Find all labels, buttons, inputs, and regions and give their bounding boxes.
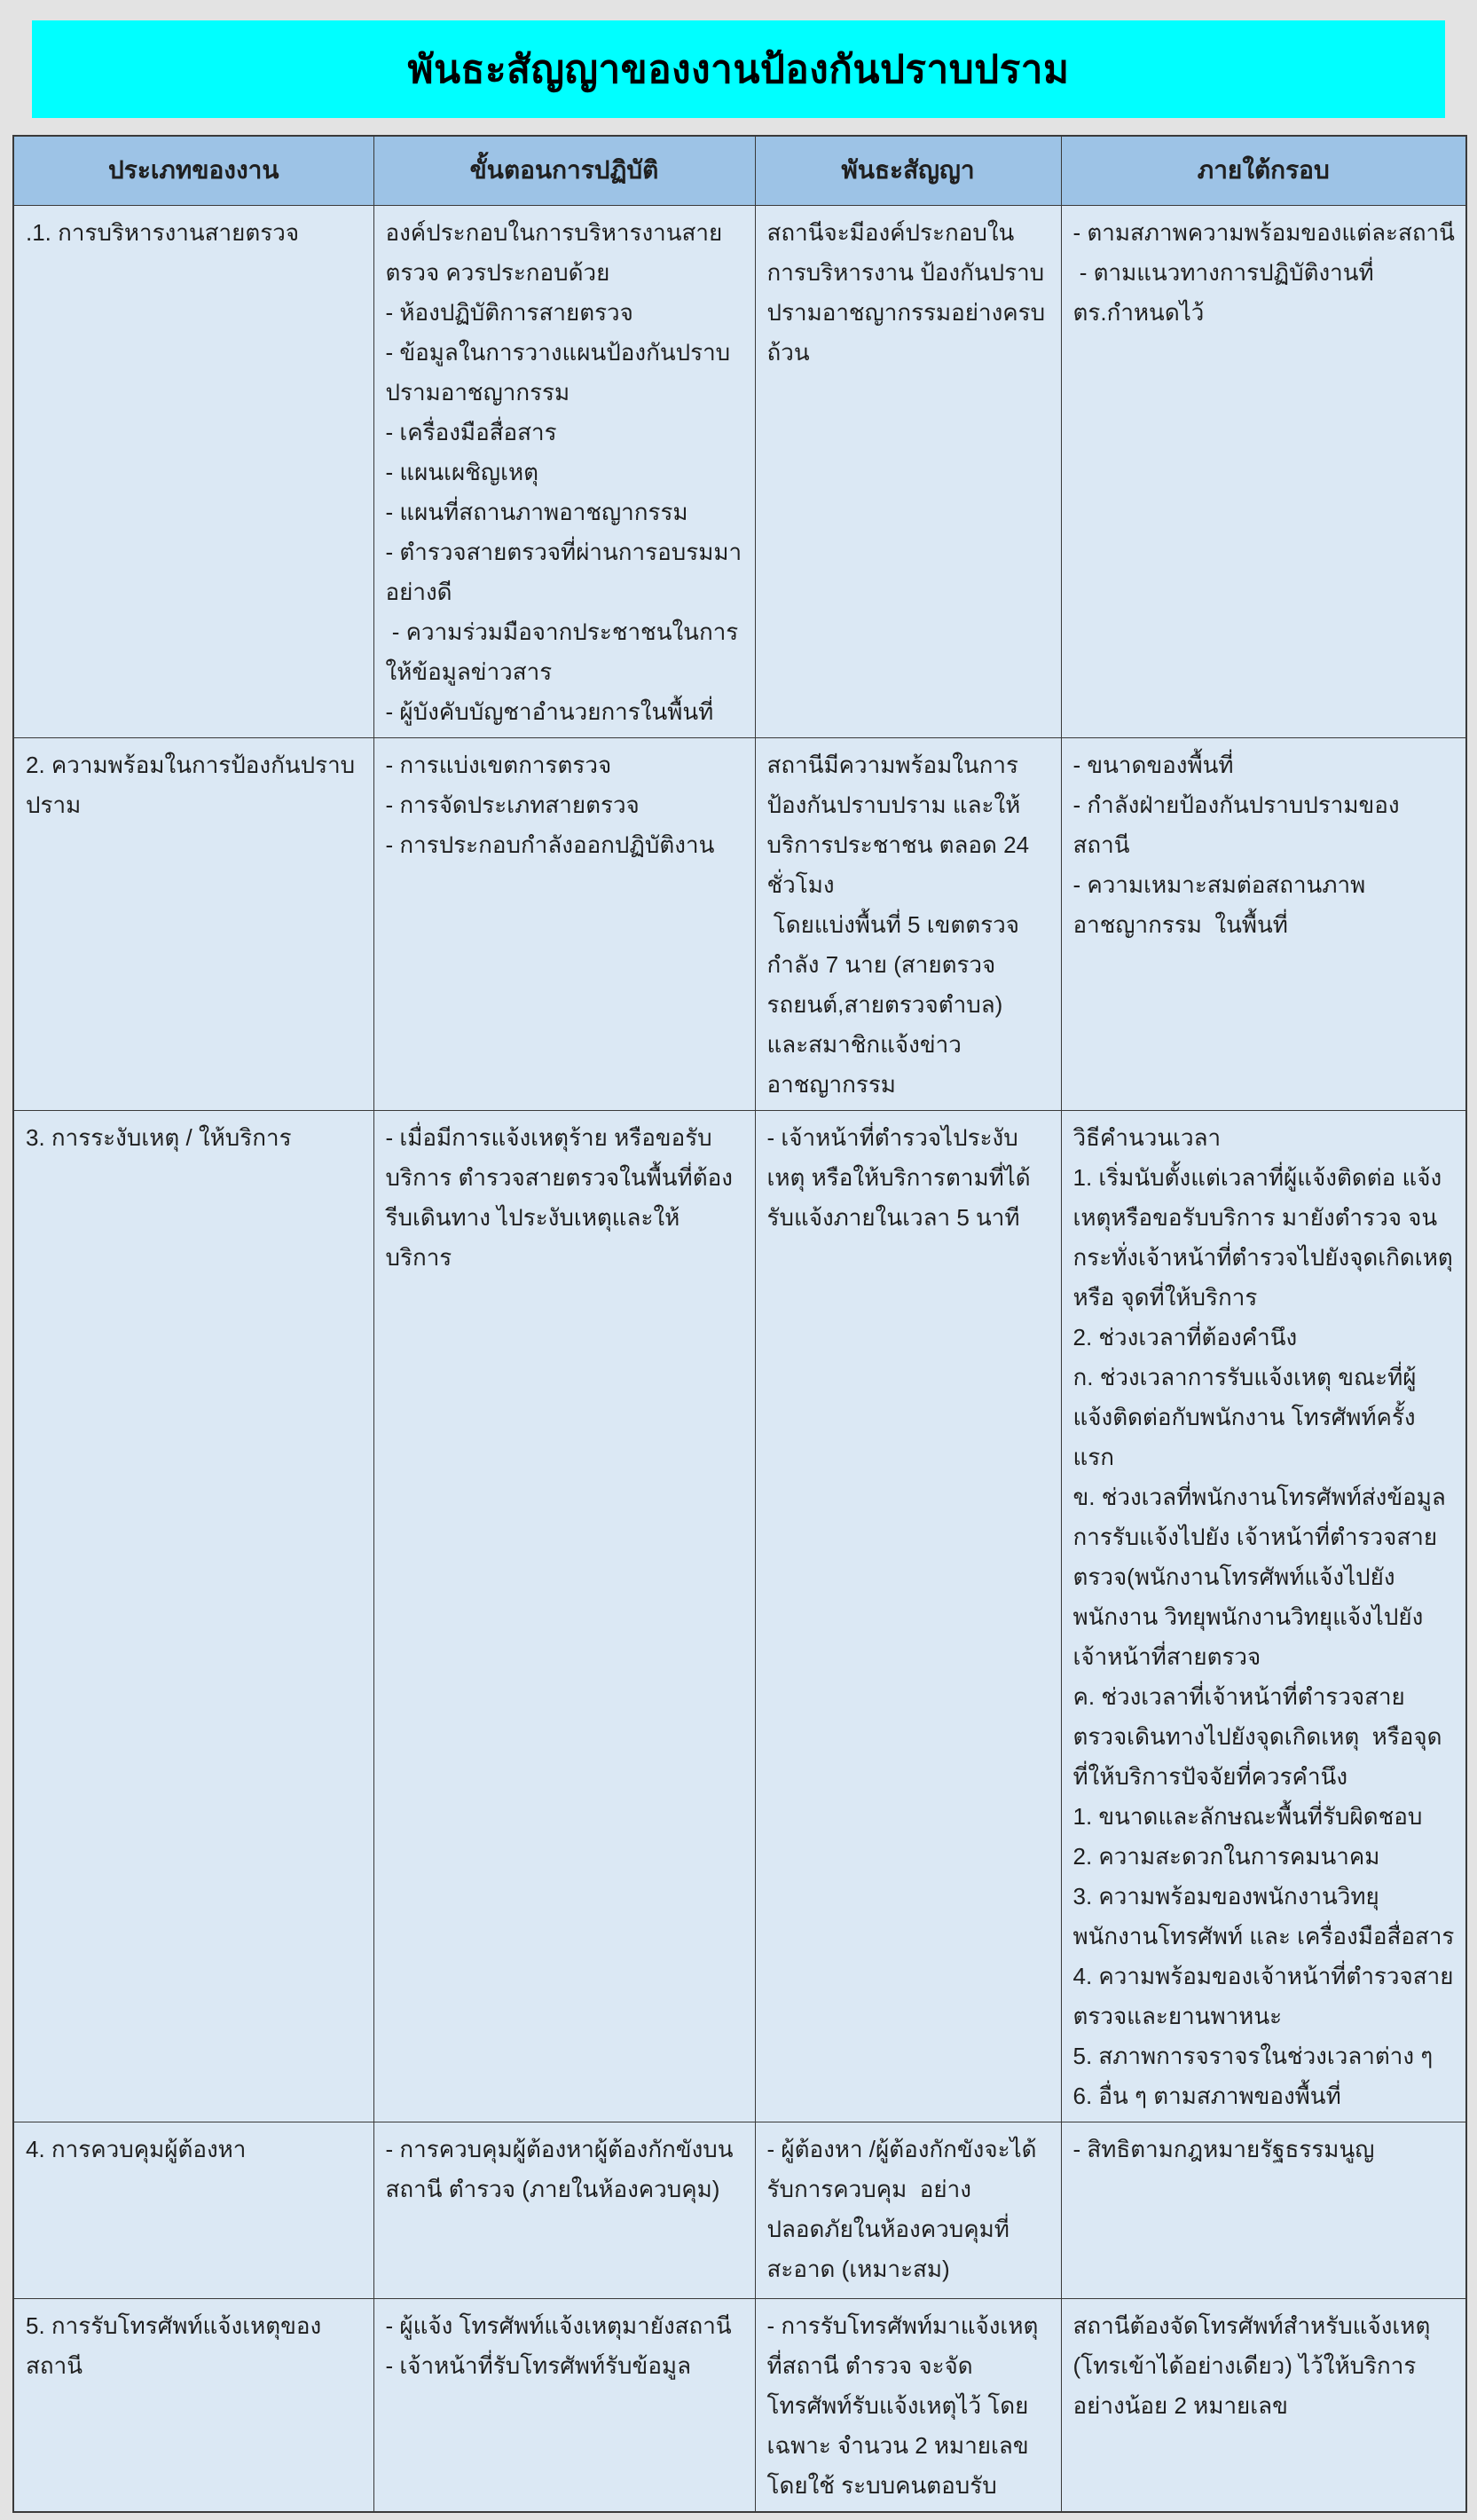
table-cell (13, 1110, 373, 2122)
table-cell (13, 205, 373, 737)
table-row (13, 2298, 1466, 2512)
table-cell (755, 737, 1061, 1110)
table-cell (13, 737, 373, 1110)
cell-paragraph: - ตามสภาพความพร้อมของแต่ละสถานี (1072, 218, 1455, 246)
column-header-framework: ภายใต้กรอบ (1061, 136, 1466, 205)
cell-paragraph: 4. ความพร้อมของเจ้าหน้าที่ตำรวจสายตรวจและยานพาหนะ (1072, 1962, 1454, 2029)
cell-paragraph: โดยแบ่งพื้นที่ 5 เขตตรวจ กำลัง 7 นาย (สายตรวจรถยนต์,สายตรวจตำบล) และสมาชิกแจ้งข่าวอาชญากรรม (766, 910, 1026, 1098)
table-row (13, 2122, 1466, 2298)
cell-paragraph: - สิทธิตามกฎหมายรัฐธรรมนูญ (1072, 2135, 1375, 2162)
cell-paragraph: ข. ช่วงเวลที่พนักงานโทรศัพท์ส่งข้อมูลการรับแจ้งไปยัง เจ้าหน้าที่ตำรวจสายตรวจ(พนักงานโทรศัพท์แจ้งไปยังพนักงาน วิทยุพนักงานวิทยุแจ้งไปยังเจ้าหน้าที่สายตรวจ (1072, 1483, 1446, 1670)
cell-paragraph: 2. ช่วงเวลาที่ต้องคำนึง (1072, 1323, 1298, 1351)
cell-paragraph: 5. สภาพการจราจรในช่วงเวลาต่าง ๆ (1072, 2042, 1434, 2069)
table-cell (1061, 737, 1466, 1110)
cell-paragraph: - การประกอบกำลังออกปฏิบัติงาน (385, 831, 715, 858)
cell-paragraph: สถานีจะมีองค์ประกอบในการบริหารงาน ป้องกันปราบปรามอาชญากรรมอย่างครบถ้วน (766, 218, 1046, 366)
table-cell (373, 205, 755, 737)
cell-paragraph: 1. เริ่มนับตั้งแต่เวลาที่ผู้แจ้งติดต่อ แจ้งเหตุหรือขอรับบริการ มายังตำรวจ จนกระทั่งเจ้าหน้าที่ตำรวจไปยังจุดเกิดเหตุ หรือ จุดที่ให้บริการ (1072, 1163, 1459, 1311)
column-header-procedure: ขั้นตอนการปฏิบัติ (373, 136, 755, 205)
table-cell (755, 2298, 1061, 2512)
table-cell (373, 2298, 755, 2512)
cell-paragraph: - ห้องปฏิบัติการสายตรวจ (385, 298, 633, 326)
table-cell (13, 2298, 373, 2512)
cell-paragraph: - การแบ่งเขตการตรวจ (385, 751, 612, 778)
cell-paragraph: - การรับโทรศัพท์มาแจ้งเหตุที่สถานี ตำรวจ จะจัดโทรศัพท์รับแจ้งเหตุไว้ โดยเฉพาะ จำนวน 2 หมายเลขโดยใช้ ระบบคนตอบรับ (766, 2311, 1039, 2499)
cell-paragraph: - ข้อมูลในการวางแผนป้องกันปราบปรามอาชญากรรม (385, 338, 731, 406)
cell-paragraph: - เมื่อมีการแจ้งเหตุร้าย หรือขอรับบริการ ตำรวจสายตรวจในพื้นที่ต้อง รีบเดินทาง ไประงับเหตุและให้บริการ (385, 1123, 740, 1271)
cell-paragraph: ค. ช่วงเวลาที่เจ้าหน้าที่ตำรวจสายตรวจเดินทางไปยังจุดเกิดเหตุ หรือจุดที่ให้บริการปัจจัยที่ควรคำนึง (1072, 1682, 1442, 1790)
cell-paragraph: 4. การควบคุมผู้ต้องหา (26, 2135, 247, 2162)
table-cell (1061, 2298, 1466, 2512)
cell-paragraph: - เจ้าหน้าที่ตำรวจไประงับเหตุ หรือให้บริการตามที่ได้รับแจ้งภายในเวลา 5 นาที (766, 1123, 1031, 1231)
cell-paragraph: สถานีต้องจัดโทรศัพท์สำหรับแจ้งเหตุ (โทรเข้าได้อย่างเดียว) ไว้ให้บริการ อย่างน้อย 2 หมายเลข (1072, 2311, 1443, 2419)
cell-paragraph: องค์ประกอบในการบริหารงานสายตรวจ ควรประกอบด้วย (385, 218, 723, 286)
page-title: พันธะสัญญาของงานป้องกันปราบปราม (407, 48, 1070, 91)
commitment-table (12, 135, 1467, 2513)
cell-paragraph: - ขนาดของพื้นที่ (1072, 751, 1234, 778)
cell-paragraph: - ผู้แจ้ง โทรศัพท์แจ้งเหตุมายังสถานี (385, 2311, 732, 2339)
cell-paragraph: - ผู้บังคับบัญชาอำนวยการในพื้นที่ (385, 697, 714, 725)
title-banner (32, 20, 1445, 118)
table-row (13, 205, 1466, 737)
cell-paragraph: - ความเหมาะสมต่อสถานภาพอาชญากรรม ในพื้นที่ (1072, 870, 1366, 938)
table-cell (1061, 1110, 1466, 2122)
cell-paragraph: - การควบคุมผู้ต้องหาผู้ต้องกักขังบนสถานี ตำรวจ (ภายในห้องควบคุม) (385, 2135, 734, 2202)
cell-paragraph: 3. การระงับเหตุ / ให้บริการ (26, 1123, 292, 1151)
table-row (13, 737, 1466, 1110)
table-cell (373, 1110, 755, 2122)
table-container (12, 135, 1465, 2513)
table-body (13, 205, 1466, 2512)
table-cell (373, 737, 755, 1110)
document-page (0, 20, 1477, 2513)
column-header-commitment: พันธะสัญญา (755, 136, 1061, 205)
cell-paragraph: - ตำรวจสายตรวจที่ผ่านการอบรมมาอย่างดี (385, 538, 742, 605)
cell-paragraph: - ตามแนวทางการปฏิบัติงานที่ ตร.กำหนดไว้ (1072, 258, 1380, 326)
table-cell (1061, 2122, 1466, 2298)
table-cell (1061, 205, 1466, 737)
table-header (13, 136, 1466, 205)
cell-paragraph: - การจัดประเภทสายตรวจ (385, 791, 640, 818)
cell-paragraph: - เจ้าหน้าที่รับโทรศัพท์รับข้อมูล (385, 2351, 691, 2379)
table-cell (373, 2122, 755, 2298)
table-cell (755, 1110, 1061, 2122)
cell-paragraph: - ความร่วมมือจากประชาชนในการให้ข้อมูลข่าวสาร (385, 618, 739, 685)
header-row (13, 136, 1466, 205)
cell-paragraph: 2. ความพร้อมในการป้องกันปราบปราม (26, 751, 356, 818)
cell-paragraph: - กำลังฝ่ายป้องกันปราบปรามของสถานี (1072, 791, 1400, 858)
cell-paragraph: วิธีคำนวนเวลา (1072, 1123, 1222, 1151)
cell-paragraph: - แผนเผชิญเหตุ (385, 458, 538, 485)
table-cell (755, 205, 1061, 737)
cell-paragraph: - แผนที่สถานภาพอาชญากรรม (385, 498, 688, 525)
cell-paragraph: 5. การรับโทรศัพท์แจ้งเหตุของสถานี (26, 2311, 322, 2379)
cell-paragraph: - เครื่องมือสื่อสาร (385, 418, 557, 445)
column-header-work-type: ประเภทของงาน (13, 136, 373, 205)
cell-paragraph: 2. ความสะดวกในการคมนาคม (1072, 1842, 1380, 1870)
cell-paragraph: .1. การบริหารงานสายตรวจ (26, 218, 300, 246)
cell-paragraph: ก. ช่วงเวลาการรับแจ้งเหตุ ขณะที่ผู้แจ้งติดต่อกับพนักงาน โทรศัพท์ครั้งแรก (1072, 1363, 1417, 1470)
cell-paragraph: 3. ความพร้อมของพนักงานวิทยุ พนักงานโทรศัพท์ และ เครื่องมือสื่อสาร (1072, 1882, 1455, 1949)
cell-paragraph: 1. ขนาดและลักษณะพื้นที่รับผิดชอบ (1072, 1802, 1423, 1830)
table-cell (755, 2122, 1061, 2298)
table-cell (13, 2122, 373, 2298)
table-row (13, 1110, 1466, 2122)
cell-paragraph: - ผู้ต้องหา /ผู้ต้องกักขังจะได้รับการควบคุม อย่างปลอดภัยในห้องควบคุมที่สะอาด (เหมาะสม) (766, 2135, 1037, 2282)
cell-paragraph: สถานีมีความพร้อมในการป้องกันปราบปราม และให้บริการประชาชน ตลอด 24 ชั่วโมง (766, 751, 1036, 898)
cell-paragraph: 6. อื่น ๆ ตามสภาพของพื้นที่ (1072, 2082, 1341, 2109)
